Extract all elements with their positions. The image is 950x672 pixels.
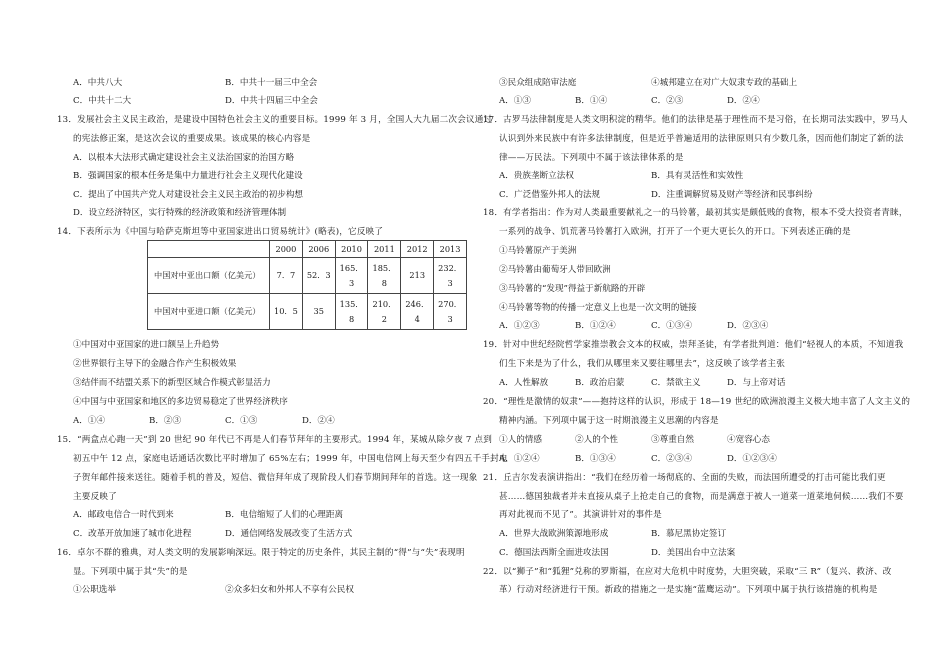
q19-stem: 19．针对中世纪经院哲学家推崇教会文本的权威，崇拜圣徒，有学者批判道：他们“轻视人的本质，不知道我 <box>483 340 904 350</box>
q17-stem: 17．古罗马法律制度是人类文明积淀的精华。他们的法律是基于理性而不是习俗，在长期司法实践中，罗马人 <box>483 115 908 125</box>
q18-item-4: ④马铃薯等物的传播一定意义上也是一次文明的链接 <box>499 303 697 313</box>
table-cell: 10．5 <box>270 294 303 330</box>
table-cell: 135． 8 <box>335 294 368 330</box>
q13-stem: 13．发展社会主义民主政治，是建设中国特色社会主义的重要目标。1999 年 3 月，全国人大九届二次会议通过 <box>57 115 493 125</box>
q16-item-4: ④城邦建立在对广大奴隶专政的基础上 <box>651 78 798 88</box>
table-cell: 270． 3 <box>434 294 467 330</box>
q17-option-c[interactable]: C．广泛借鉴外邦人的法规 <box>499 190 601 200</box>
q14-item-2: ②世界银行主导下的金融合作产生积极效果 <box>73 359 237 369</box>
q16-stem-cont: 显。下列项中属于其“失”的是 <box>73 567 188 577</box>
q13-option-d[interactable]: D．设立经济特区，实行特殊的经济政策和经济管理体制 <box>73 208 287 218</box>
q20-item-4: ④宽容心态 <box>727 435 770 445</box>
year-header: 2006 <box>302 241 335 258</box>
q16-item-3: ③民众组成陪审法庭 <box>499 78 577 88</box>
q12-option-a[interactable]: A．中共八大 <box>73 78 123 88</box>
q20-stem-cont: 精神内涵。下列项中属于这一时期浪漫主义思潮的内容是 <box>499 416 719 426</box>
year-header: 2010 <box>335 241 368 258</box>
q15-stem-cont: 初五中午 12 点，家庭电话通话次数比平时增加了 65%左右；1999 年，中国电信网上每天至少有四五千手封电 <box>73 454 508 464</box>
q20-option-d[interactable]: D．①②③④ <box>727 454 777 464</box>
q18-option-d[interactable]: D．②③④ <box>727 321 769 331</box>
q15-stem-cont: 主要反映了 <box>73 492 117 502</box>
q14-item-3: ③结伴而不结盟关系下的新型区域合作模式彰显活力 <box>73 378 271 388</box>
q20-item-2: ②人的个性 <box>575 435 618 445</box>
q21-stem: 21．丘吉尔发表演讲指出：“我们在经历着一场彻底的、全面的失败，而法国所遭受的打击可能比我们更 <box>483 473 886 483</box>
q19-option-a[interactable]: A．人性解放 <box>499 378 549 388</box>
q18-item-1: ①马铃薯原产于美洲 <box>499 246 577 256</box>
table-cell: 232． 3 <box>434 258 467 294</box>
q22-stem-cont: 革）行动对经济进行干预。新政的措施之一是实施“蓝鹰运动”。下列项中属于执行该措施的机构是 <box>499 585 878 595</box>
q16-item-2: ②众多妇女和外邦人不享有公民权 <box>225 585 354 595</box>
q14-option-d[interactable]: D．②④ <box>302 416 335 426</box>
q15-stem: 15．“两盒点心跑一天”到 20 世纪 90 年代已不再是人们春节拜年的主要形式。1994 年，某城从除夕夜 7 点到 <box>57 435 493 445</box>
q14-item-1: ①中国对中亚国家的进口额呈上升趋势 <box>73 340 220 350</box>
q15-stem-cont: 子贺年邮件接来送往。随着手机的普及，短信、微信拜年成了现阶段人们春节期间拜年的首选。这一现象 <box>73 473 478 483</box>
q14-item-4: ④中国与中亚国家和地区的多边贸易稳定了世界经济秩序 <box>73 397 288 407</box>
q19-option-b[interactable]: B．政治启蒙 <box>575 378 625 388</box>
q15-option-c[interactable]: C．改革开放加速了城市化进程 <box>73 529 192 539</box>
q22-stem: 22．以“狮子”和“狐狸”兑称的罗斯福，在应对大危机中时度势，大胆突破，采取“三 R”（复兴、救济、改 <box>483 567 892 577</box>
q21-option-d[interactable]: D．美国出台中立法案 <box>651 548 736 558</box>
table-cell: 7．7 <box>270 258 303 294</box>
q18-option-a[interactable]: A．①②③ <box>499 321 540 331</box>
q20-stem: 20．“理性是激情的奴隶”——抱持这样的认识，形成于 18—19 世纪的欧洲浪漫主义极大地丰富了人文主义的 <box>483 397 911 407</box>
q15-option-d[interactable]: D．通信网络发展改变了生活方式 <box>225 529 353 539</box>
q21-option-a[interactable]: A．世界大战欧洲策源地形成 <box>499 529 609 539</box>
q16-item-1: ①公职选举 <box>73 585 116 595</box>
q13-option-a[interactable]: A．以根本大法形式确定建设社会主义法治国家的治国方略 <box>73 153 295 163</box>
q12-option-d[interactable]: D．中共十四届三中全会 <box>225 96 318 106</box>
q19-stem-cont: 们生下来是为了什么，我们从哪里来又要往哪里去”，这反映了该学者主张 <box>499 359 785 369</box>
q17-option-b[interactable]: B．具有灵活性和实效性 <box>651 171 744 181</box>
q20-option-a[interactable]: A．①②④ <box>499 454 540 464</box>
q17-stem-cont: 律——万民法。下列项中不属于该法律体系的是 <box>499 153 684 163</box>
q18-item-2: ②马铃薯由葡萄牙人带回欧洲 <box>499 265 611 275</box>
q16-option-b[interactable]: B．①④ <box>575 96 608 106</box>
year-header: 2011 <box>368 241 401 258</box>
q18-stem: 18．有学者指出：作为对人类最重要献礼之一的马铃薯，最初其实是颇低贱的食物，根本不受大投资者青睐， <box>483 208 908 218</box>
q14-option-c[interactable]: C．①③ <box>225 416 258 426</box>
table-cell: 165． 3 <box>335 258 368 294</box>
q17-option-a[interactable]: A．贵族垄断立法权 <box>499 171 574 181</box>
table-cell: 35 <box>302 294 335 330</box>
q19-option-c[interactable]: C．禁欲主义 <box>651 378 701 388</box>
q17-stem-cont: 认识到外来民族中有许多法律制度，但是近乎普遍适用的法律原则只有少数几条，因而他们制定了新的法 <box>499 134 904 144</box>
q21-option-b[interactable]: B．慕尼黑协定签订 <box>651 529 727 539</box>
q14-option-b[interactable]: B．②③ <box>149 416 182 426</box>
q16-option-d[interactable]: D．②④ <box>727 96 760 106</box>
q18-item-3: ③马铃薯的“发现”得益于新航路的开辟 <box>499 284 646 294</box>
q21-stem-cont: 再对此视而不见了”。其演讲针对的事件是 <box>499 510 662 520</box>
import-row-label: 中国对中亚进口额（亿美元） <box>148 294 270 330</box>
year-header: 2012 <box>401 241 434 258</box>
q21-option-c[interactable]: C．德国法西斯全面进攻法国 <box>499 548 609 558</box>
table-corner <box>148 241 270 258</box>
q20-option-c[interactable]: C．②③④ <box>651 454 692 464</box>
trade-table <box>147 240 467 330</box>
q16-stem: 16．卓尔不群的雅典，对人类文明的发展影响深远。限于特定的历史条件，其民主制的“得”与“失”表现明 <box>57 548 465 558</box>
q16-option-a[interactable]: A．①③ <box>499 96 531 106</box>
export-row-label: 中国对中亚出口额（亿美元） <box>148 258 270 294</box>
q12-option-b[interactable]: B．中共十一届三中全会 <box>225 78 318 88</box>
q18-option-b[interactable]: B．①②④ <box>575 321 616 331</box>
q15-option-a[interactable]: A．邮政电信合一时代到来 <box>73 510 174 520</box>
q20-option-b[interactable]: B．①③④ <box>575 454 616 464</box>
table-cell: 213 <box>401 258 434 294</box>
table-cell: 52．3 <box>302 258 335 294</box>
q21-stem-cont: 甚……德国独裁者并未直接从桌子上抢走自己的食物，而是满意于被人一道菜一道菜地伺候……我们不要 <box>499 492 904 502</box>
q18-stem-cont: 一系列的战争、饥荒著马铃薯打入欧洲，打开了一个更大更长久的开口。下列表述正确的是 <box>499 227 851 237</box>
q13-option-b[interactable]: B．强调国家的根本任务是集中力量进行社会主义现代化建设 <box>73 171 303 181</box>
q13-option-c[interactable]: C．提出了中国共产党人对建设社会主义民主政治的初步构想 <box>73 190 304 200</box>
q18-option-c[interactable]: C．①③④ <box>651 321 692 331</box>
table-cell: 185． 8 <box>368 258 401 294</box>
q14-option-a[interactable]: A．①④ <box>73 416 105 426</box>
table-cell: 210． 2 <box>368 294 401 330</box>
q15-option-b[interactable]: B．电信缩短了人们的心理距离 <box>225 510 344 520</box>
q12-option-c[interactable]: C．中共十二大 <box>73 96 132 106</box>
q16-option-c[interactable]: C．②③ <box>651 96 684 106</box>
year-header: 2013 <box>434 241 467 258</box>
q14-stem: 14．下表所示为《中国与哈萨克斯坦等中亚国家进出口贸易统计》(略表)，它反映了 <box>57 227 384 237</box>
q20-item-1: ①人的情感 <box>499 435 542 445</box>
q17-option-d[interactable]: D．注重调解贸易及财产等经济和民事纠纷 <box>651 190 813 200</box>
year-header: 2000 <box>270 241 303 258</box>
table-cell: 246． 4 <box>401 294 434 330</box>
q20-item-3: ③尊重自然 <box>651 435 694 445</box>
q13-stem-cont: 的宪法修正案，是这次会议的重要成果。该成果的核心内容是 <box>73 134 311 144</box>
q19-option-d[interactable]: D．与上帝对话 <box>727 378 786 388</box>
